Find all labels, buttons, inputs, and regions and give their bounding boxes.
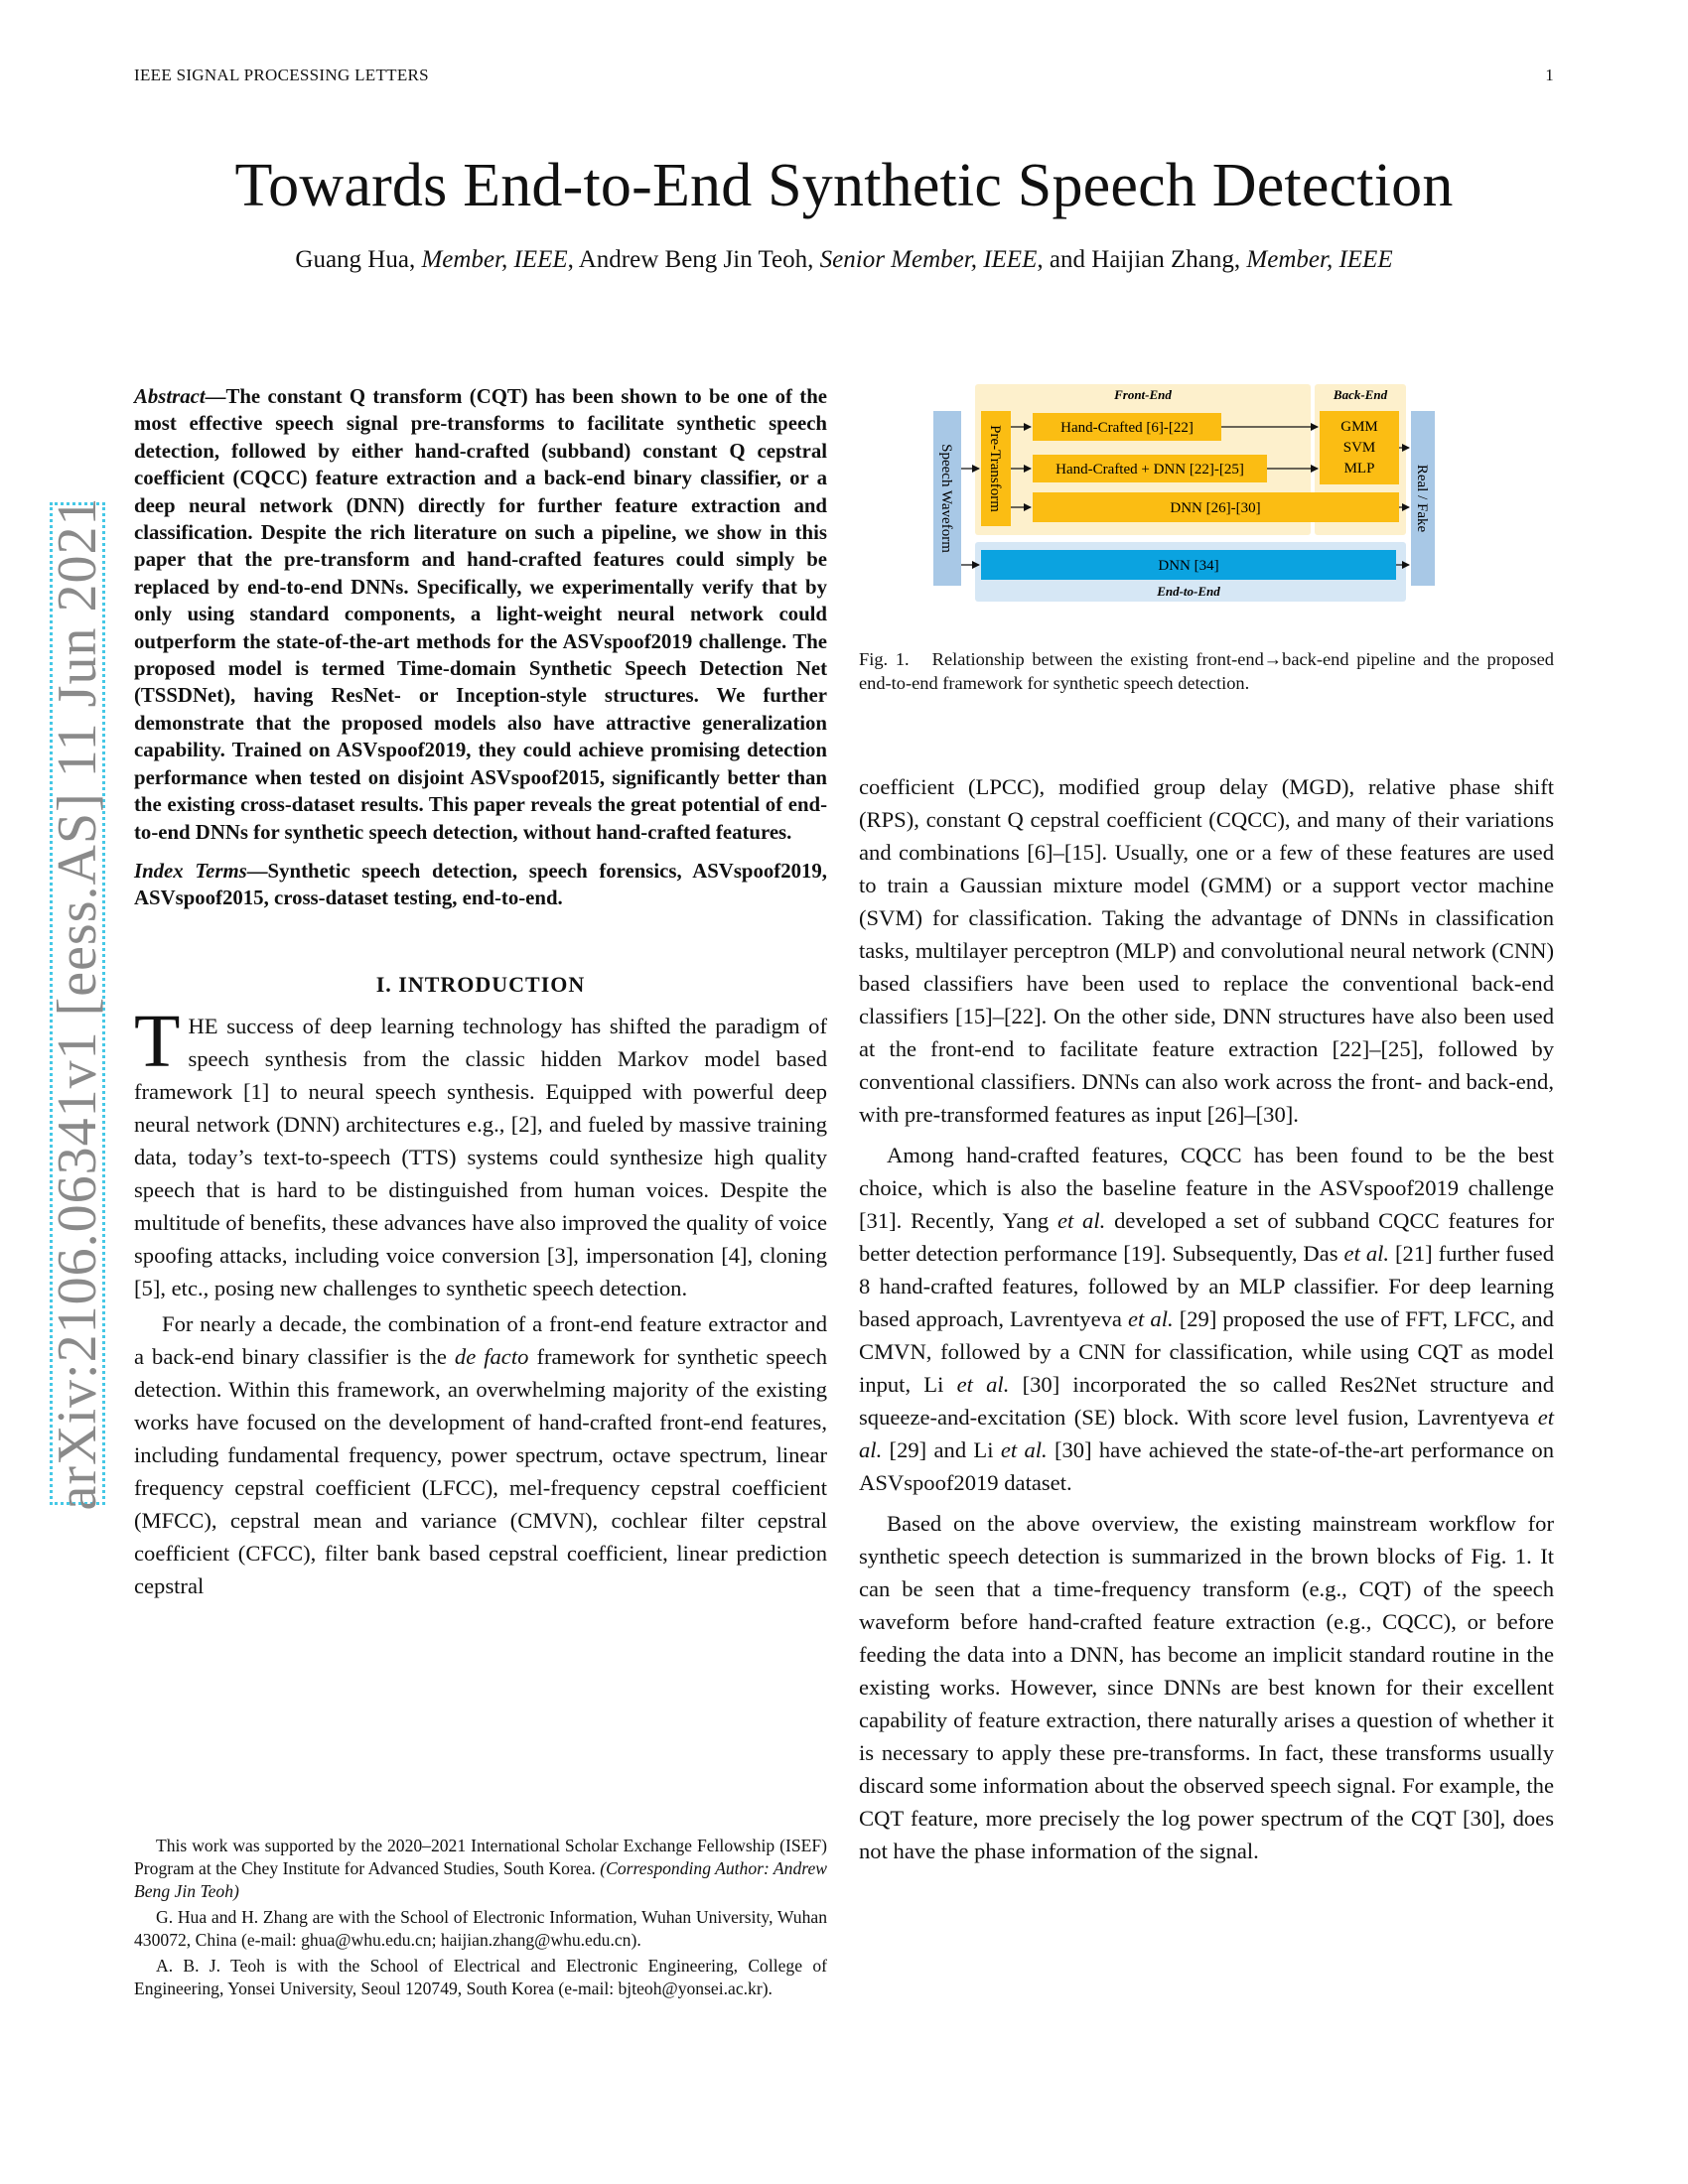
abstract-text: —The constant Q transform (CQT) has been shown to be one of the most effective speech signal pre-transforms to facilitate synthetic speech detection, followed by either hand-crafted (subband) constant Q cepstral coefficient (CQCC) feature extraction and a back-end binary classifier, or a deep neural network (DNN) directly for further feature extraction and classification. Despite the rich literature on such a pipeline, we show in this paper that the pre-transform and hand-crafted features could simply be replaced by end-to-end DNNs. Specifically, we experimentally verify that by only using standard components, a light-weight neural network could outperform the state-of-the-art methods for the ASVspoof2019 challenge. The proposed model is termed Time-domain Synthetic Speech Detection Net (TSSDNet), having ResNet- or Inception-style structures. We further demonstrate that the proposed models also have attractive generalization capability. Trained on ASVspoof2019, they could achieve promising detection performance when tested on disjoint ASVspoof2015, significantly better than the existing cross-dataset results. This paper reveals the great potential of end-to-end DNNs for synthetic speech detection, without hand-crafted features. (134, 385, 827, 844)
arxiv-identifier: arXiv:2106.06341v1 [eess.AS] 11 Jun 2021 (47, 496, 108, 1511)
footnote-funding: This work was supported by the 2020–2021 International Scholar Exchange Fellowship (ISEF) Program at the Chey Institute for Advanced Studies, South Korea. (Corresponding Author: Andrew Beng Jin Teoh) (134, 1836, 827, 1901)
abstract-label: Abstract (134, 385, 206, 408)
figure-caption (859, 647, 1554, 695)
intro-paragraph-2-continued: coefficient (LPCC), modified group delay (MGD), relative phase shift (RPS), constant Q cepstral coefficient (CQCC), and many of their variations and combinations [6]–[15]. Usually, one or a few of these features are used to train a Gaussian mixture model (GMM) or a support vector machine (SVM) for classification. Taking the advantage of DNNs in classification tasks, multilayer perceptron (MLP) and convolutional neural network (CNN) based classifiers have been used to replace the conventional back-end classifiers [15]–[22]. On the other side, DNN structures have also been used at the front-end to facilitate feature extraction [22]–[25], followed by conventional classifiers. DNNs can also work across the front- and back-end, with pre-transformed features as input [26]–[30]. (859, 774, 1554, 1127)
real-fake-label: Real / Fake (1414, 464, 1430, 533)
intro-paragraph-1: THE success of deep learning technology has shifted the paradigm of speech synthesis from the classic hidden Markov model based framework [1] to neural speech synthesis. Equipped with powerful deep neural network (DNN) architectures e.g., [2], and fueled by massive training data, today’s text-to-speech (TTS) systems could synthesize high quality speech that is hard to be distinguished from human voices. Despite the multitude of benefits, these advances have also improved the quality of voice spoofing attacks, including voice conversion [3], impersonation [4], cloning [5], etc., posing new challenges to synthetic speech detection. (134, 999, 827, 1300)
journal-name: IEEE SIGNAL PROCESSING LETTERS (134, 66, 429, 84)
section-heading-introduction: I. INTRODUCTION (375, 971, 586, 997)
hand-crafted-label: Hand-Crafted [6]-[22] (1060, 420, 1194, 436)
footnotes (134, 1835, 827, 2003)
author-list (0, 246, 1688, 274)
caption-label: Fig. 1. (859, 649, 910, 669)
author-1-role: Member, IEEE (421, 246, 568, 273)
intro-paragraph-4: Based on the above overview, the existing mainstream workflow for synthetic speech detection is summarized in the brown blocks of Fig. 1. It can be seen that a time-frequency transform (e.g., CQT) of the speech waveform before hand-crafted feature extraction (e.g., CQCC), or before feeding the data into a DNN, has become an implicit standard routine in the existing works. However, since DNNs are best known for their excellent capability of feature extraction, there naturally arises a question of whether it is necessary to apply these pre-transforms. In fact, these transforms usually discard some information about the observed speech signal. For example, the CQT feature, more precisely the log power spectrum of the CQT [30], does not have the phase information of the signal. (859, 1511, 1554, 1863)
pre-transform-label: Pre-Transform (987, 425, 1003, 512)
index-terms-label: Index Terms (134, 859, 247, 883)
paper-title: Towards End-to-End Synthetic Speech Detection (234, 152, 1454, 219)
dnn-front-label: DNN [26]-[30] (1170, 500, 1261, 516)
page-number: 1 (1545, 66, 1554, 84)
author-3: , and Haijian Zhang, (1037, 246, 1247, 273)
footnote-affiliation-1: G. Hua and H. Zhang are with the School of Electronic Information, Wuhan University, Wuhan 430072, China (e-mail: ghua@whu.edu.cn; haijian.zhang@whu.edu.cn). (134, 1907, 827, 1950)
author-2: , Andrew Beng Jin Teoh, (567, 246, 820, 273)
hand-crafted-dnn-label: Hand-Crafted + DNN [22]-[25] (1055, 462, 1244, 478)
arxiv-stamp (47, 496, 108, 1511)
author-2-role: Senior Member, IEEE (819, 246, 1038, 273)
caption-text: Relationship between the existing front-end→back-end pipeline and the proposed end-to-end framework for synthetic speech detection. (859, 649, 1554, 693)
right-column (859, 770, 1554, 1867)
author-1: Guang Hua, (295, 246, 422, 273)
abstract (134, 383, 827, 846)
dropcap: T (134, 999, 181, 1083)
back-end-label: Back-End (1333, 387, 1388, 402)
running-head (134, 66, 1554, 85)
front-end-label: Front-End (1114, 387, 1172, 402)
index-terms (134, 858, 827, 912)
classifier-svm-label: SVM (1342, 440, 1376, 456)
author-3-role: Member, IEEE (1246, 246, 1393, 273)
end-to-end-label: End-to-End (1157, 584, 1220, 599)
classifier-mlp-label: MLP (1343, 461, 1375, 477)
figure-1 (933, 379, 1435, 619)
dnn-e2e-label: DNN [34] (1158, 558, 1219, 574)
speech-waveform-label: Speech Waveform (938, 444, 954, 553)
intro-paragraph-2: For nearly a decade, the combination of a front-end feature extractor and a back-end binary classifier is the de facto framework for synthetic speech detection. Within this framework, an overwhelming majority of the existing works have focused on the development of hand-crafted front-end features, including fundamental frequency, power spectrum, octave spectrum, linear frequency cepstral coefficient (LFCC), mel-frequency cepstral coefficient (MFCC), cepstral mean and variance (CMVN), cochlear filter cepstral coefficient (CFCC), filter bank based cepstral coefficient, linear prediction cepstral (134, 1310, 828, 1598)
index-terms-text: —Synthetic speech detection, speech forensics, ASVspoof2019, ASVspoof2015, cross-dataset testing, end-to-end. (134, 859, 827, 910)
classifier-gmm-label: GMM (1340, 419, 1378, 435)
footnote-affiliation-2: A. B. J. Teoh is with the School of Electrical and Electronic Engineering, College of Engineering, Yonsei University, Seoul 120749, South Korea (e-mail: bjteoh@yonsei.ac.kr). (134, 1956, 827, 1998)
left-column (134, 383, 827, 1602)
intro-paragraph-3: Among hand-crafted features, CQCC has been found to be the best choice, which is also the baseline feature in the ASVspoof2019 challenge [31]. Recently, Yang et al. developed a set of subband CQCC features for better detection performance [19]. Subsequently, Das et al. [21] further fused 8 hand-crafted features, followed by an MLP classifier. For deep learning based approach, Lavrentyeva et al. [29] proposed the use of FFT, LFCC, and CMVN, followed by a CNN for classification, while using CQT as model input, Li et al. [30] incorporated the so called Res2Net structure and squeeze-and-excitation (SE) block. With score level fusion, Lavrentyeva et al. [29] and Li et al. [30] have achieved the state-of-the-art performance on ASVspoof2019 dataset. (859, 1143, 1554, 1495)
